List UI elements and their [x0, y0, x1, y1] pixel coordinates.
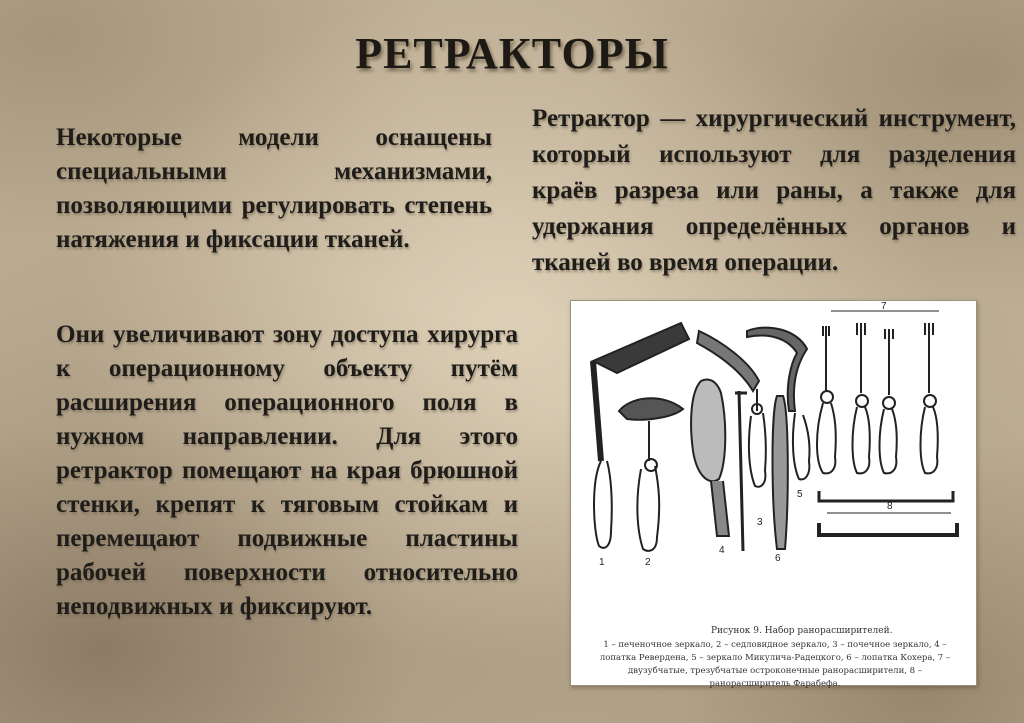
figure-caption-title: Рисунок 9. Набор ранорасширителей.: [711, 626, 893, 636]
figure-label-6: 6: [775, 553, 781, 564]
figure-label-4: 4: [719, 545, 725, 556]
paragraph-mechanisms: Некоторые модели оснащены специальными механизмами, позволяющими регулировать степень натяжения и фиксации тканей.: [56, 124, 492, 253]
paragraph-usage: Они увеличивают зону доступа хирурга к операционному объекту путём расширения операционного поля в нужном направлении. Для этого ретрактор помещают на края брюшной стенки, крепят к тяговым стойкам и перемещают подвижные пластины рабочей поверхности относительно неподвижных и фиксируют.: [56, 321, 518, 620]
figure-label-8: 8: [887, 501, 893, 512]
figure-label-5: 5: [797, 489, 803, 500]
page-title: РЕТРАКТОРЫ: [355, 29, 669, 78]
figure-label-1: 1: [599, 557, 605, 568]
figure-label-2: 2: [645, 557, 651, 568]
figure-label-7: 7: [881, 301, 887, 312]
retractor-set-figure: [570, 300, 977, 689]
figure-caption-text: 1 – печеночное зеркало, 2 – седловидное зеркало, 3 – почечное зеркало, 4 – лопатка Ревердена, 5 – зеркало Микулича-Радецкого, 6 – лопатка Кохера, 7 – двузубчатые, трезубчатые остроконечные ранорасширители, 8 – ранорасширитель Фарабефа.: [599, 640, 951, 689]
figure-label-3: 3: [757, 517, 763, 528]
paragraph-definition: Ретрактор — хирургический инструмент, который используют для разделения краёв разреза или раны, а также для удержания определённых органов и тканей во время операции.: [532, 105, 1016, 276]
